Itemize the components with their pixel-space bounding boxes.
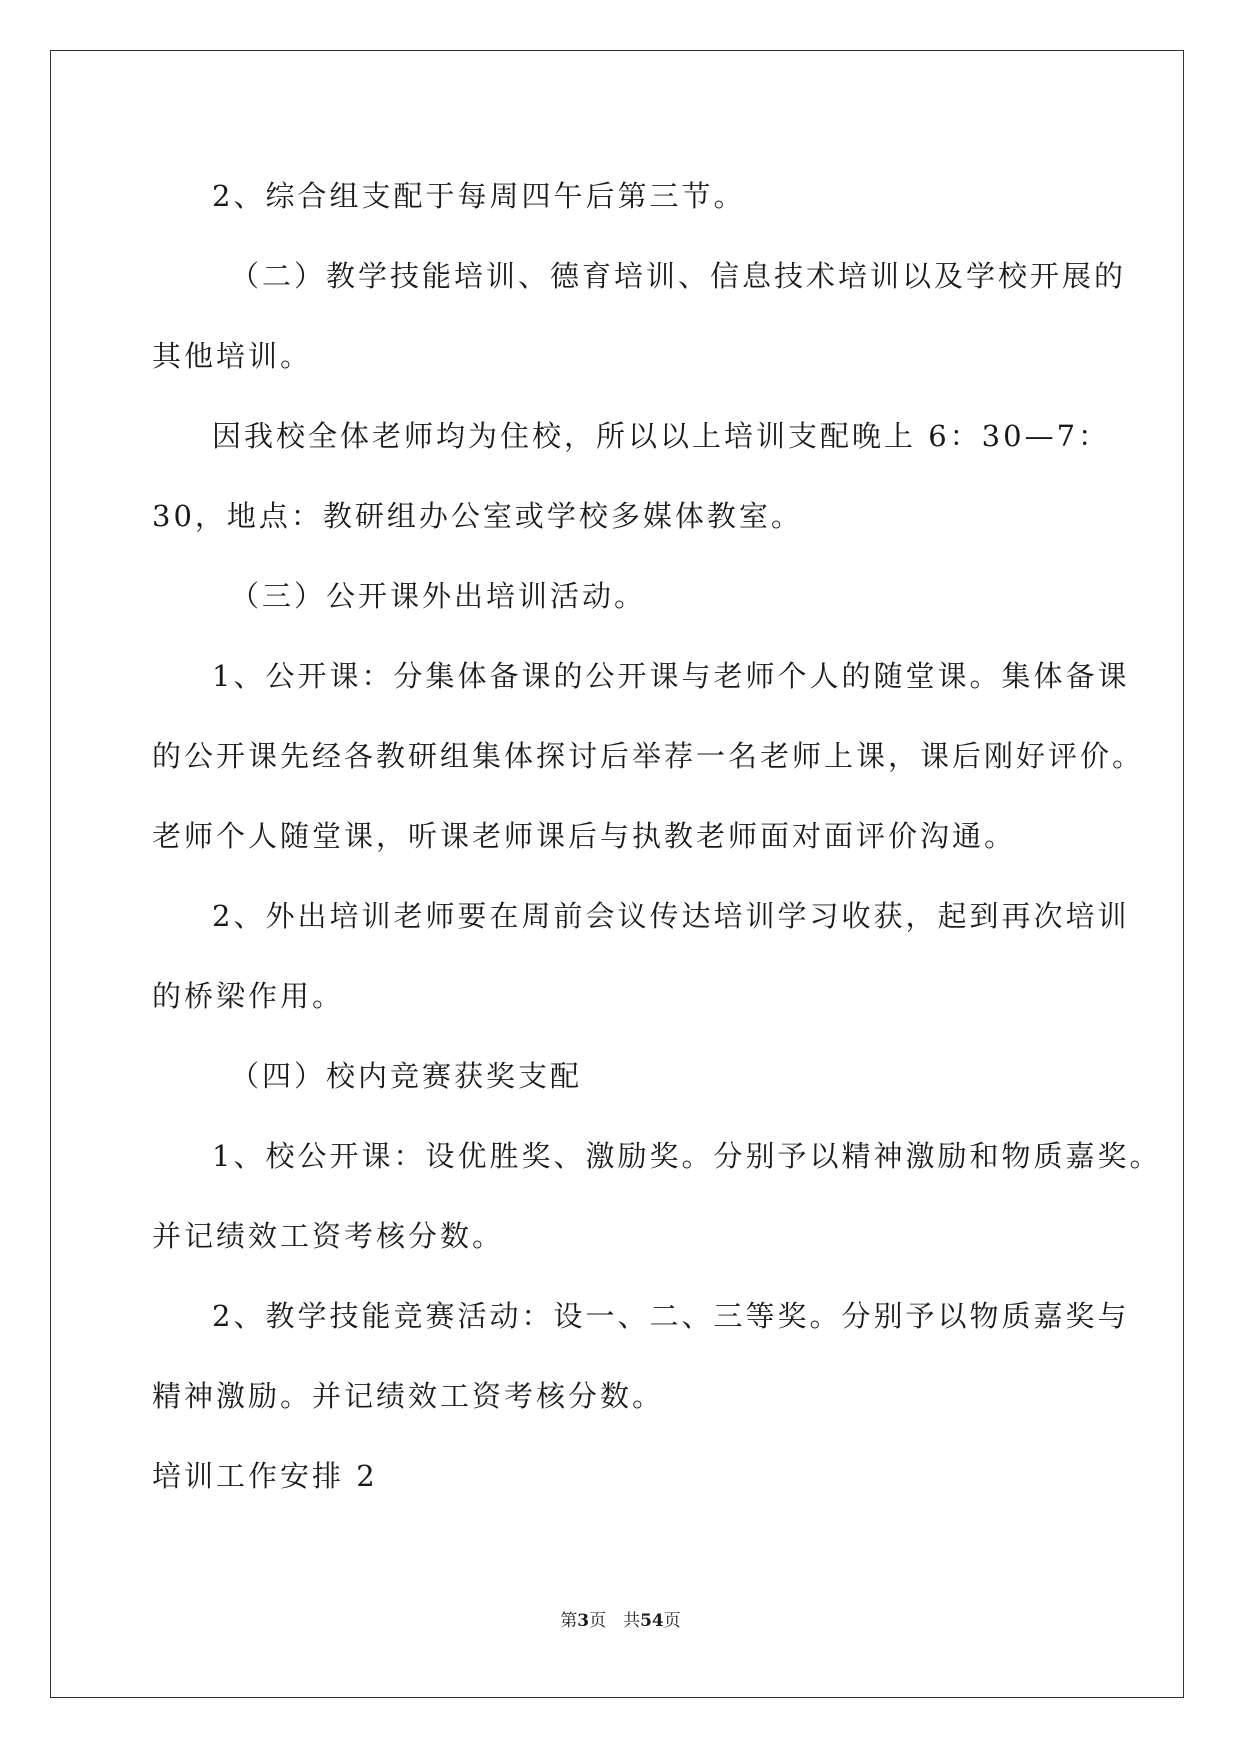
paragraph-line: 老师个人随堂课，听课老师课后与执教老师面对面评价沟通。 (152, 819, 1017, 853)
paragraph-line: 的桥梁作用。 (152, 979, 345, 1013)
paragraph-line: （四）校内竞赛获奖支配 (230, 1059, 583, 1093)
footer-suffix: 页 (663, 1611, 681, 1631)
paragraph-line: 1、校公开课：设优胜奖、激励奖。分别予以精神激励和物质嘉奖。 (212, 1139, 1162, 1173)
footer-prefix: 第 (560, 1611, 578, 1631)
page-footer (0, 1610, 1241, 1632)
paragraph-line: 精神激励。并记绩效工资考核分数。 (152, 1379, 665, 1413)
current-page-number: 3 (577, 1611, 590, 1631)
footer-mid: 页 共 (589, 1611, 641, 1631)
section-heading: 培训工作安排 2 (152, 1459, 378, 1493)
paragraph-line: 2、教学技能竞赛活动：设一、二、三等奖。分别予以物质嘉奖与 (212, 1299, 1130, 1333)
paragraph-line: 并记绩效工资考核分数。 (152, 1219, 505, 1253)
total-page-count: 54 (640, 1611, 664, 1631)
paragraph-line: 2、外出培训老师要在周前会议传达培训学习收获，起到再次培训 (212, 899, 1130, 933)
paragraph-line: （三）公开课外出培训活动。 (230, 579, 647, 613)
page-border (50, 50, 1184, 1698)
paragraph-line: 1、公开课：分集体备课的公开课与老师个人的随堂课。集体备课 (212, 659, 1130, 693)
paragraph-line: 其他培训。 (152, 339, 313, 373)
paragraph-line: 2、综合组支配于每周四午后第三节。 (212, 179, 746, 213)
paragraph-line: （二）教学技能培训、德育培训、信息技术培训以及学校开展的 (230, 259, 1127, 293)
paragraph-line: 30，地点：教研组办公室或学校多媒体教室。 (152, 499, 803, 533)
paragraph-line: 的公开课先经各教研组集体探讨后举荐一名老师上课，课后刚好评价。 (152, 739, 1145, 773)
paragraph-line: 因我校全体老师均为住校，所以以上培训支配晚上 6：30—7： (212, 419, 1111, 453)
